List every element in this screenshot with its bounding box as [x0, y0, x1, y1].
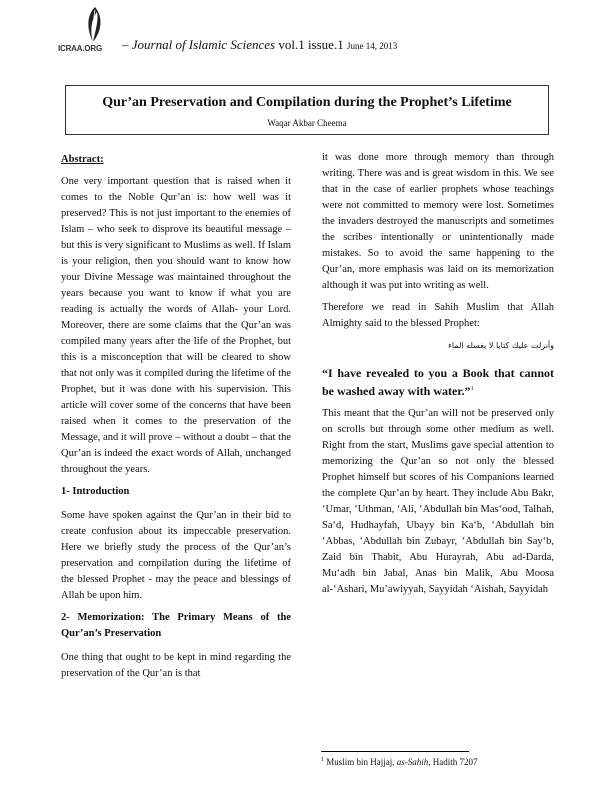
quote-intro: Therefore we read in Sahih Muslim that Allah Almighty said to the blessed Prophet:	[322, 302, 554, 329]
journal-header	[122, 37, 397, 53]
section-2-text-after: This meant that the Qur’an will not be preserved only on scrolls but through some other medium as well. Right from the start, Muslims gave special attention to memorizing the Qur’an so not only the blessed Prophet himself but scores of his Companions learned the complete Qur’an by heart. They include Abu Bakr, ‘Umar, ‘Uthman, ‘Ali, ‘Abdullah bin Mas‘ood, Talhah, Sa‘d, Hudhayfah, Ubayy bin Ka‘b, ‘Abdullah bin ‘Abbas, ‘Abdullah bin Zubayr, ‘Abdullah bin Say‘b, Zaid bin Thabit, Abu Hurayrah, Abu ad-Darda, Mu‘adh bin Jabal, Anas bin Malik, Abu Moosa al-‘Ashari, Mu’awiyyah, Sayyidah ‘Aishah, Sayyidah	[322, 408, 554, 595]
quote-text	[322, 364, 554, 400]
section-2-heading: 2- Memorization: The Primary Means of the Qur’an’s Preservation	[61, 612, 291, 639]
footnote-book: as-Sahih	[396, 757, 429, 767]
footnote-number: 1	[321, 757, 324, 763]
right-column	[322, 150, 554, 604]
feather-pen-icon	[84, 6, 106, 44]
article-title: Qur’an Preservation and Compilation during the Prophet’s Lifetime	[102, 95, 512, 110]
footnote-pre: Muslim bin Hajjaj,	[326, 757, 397, 767]
footnote-post: , Hadith 7207	[428, 757, 478, 767]
header-dash: –	[122, 37, 129, 52]
logo-text: ICRAA.ORG	[58, 44, 102, 53]
abstract-text: One very important question that is raised when it comes to the Noble Qur’an is: how well was it preserved? This is not just important to the enemies of Islam – who seek to disprove its beautiful message – but this is very significant to Muslims as well. If Islam is your religion, then you should want to know how your Divine Message was maintained throughout the years because you want to know if what you are reading is actually the words of Allah- your Lord. Moreover, there are some claims that the Qur’an was compiled many years after the life of the Prophet, but this is a misconception that will be cleared to show that not only was it compiled during the lifetime of the Prophet, but it was done with his supervision. This article will cover some of the concerns that have been raised when it comes to the preservation of the Message, and it will prove – without a doubt – that the Qur’an is indeed the exact words of Allah, unchanged throughout the years.	[61, 176, 291, 475]
volume-issue: vol.1 issue.1	[278, 37, 344, 52]
section-2-text-start: One thing that ought to be kept in mind regarding the preservation of the Qur’an is that	[61, 652, 291, 679]
abstract-heading: Abstract:	[61, 154, 104, 165]
left-column	[61, 152, 291, 688]
issue-date: June 14, 2013	[346, 41, 398, 51]
quote-body: “I have revealed to you a Book that cannot be washed away with water.”	[322, 366, 554, 398]
section-2-text-cont: it was done more through memory than through writing. There was and is great wisdom in this. We see that in the case of earlier prophets whose teachings were not committed to memory were lost. Sometimes the invaders destroyed the manuscripts and sometimes the scribes intentionally or unintentionally made mistakes. So to avoid the same happening to the Qur’an, more emphasis was laid on its memorization although it was put into writing as well.	[322, 152, 554, 291]
footnote-rule	[321, 751, 469, 752]
quote-footnote-ref: 1	[470, 386, 474, 392]
section-1-heading: 1- Introduction	[61, 486, 130, 497]
journal-name: Journal of Islamic Sciences	[131, 37, 276, 52]
article-author: Waqar Akbar Cheema	[267, 118, 347, 128]
footnote	[321, 757, 478, 767]
journal-logo	[58, 6, 116, 56]
arabic-quote: وأنزلت عليك كتابا لا يغسله الماء	[448, 341, 554, 350]
section-1-text: Some have spoken against the Qur’an in their bid to create confusion about its impeccable preservation. Here we briefly study the process of the Qur’an’s preservation and compilation during the lifetime of the blessed Prophet - may the peace and blessings of Allah be upon him.	[61, 510, 291, 601]
title-box	[65, 85, 549, 135]
